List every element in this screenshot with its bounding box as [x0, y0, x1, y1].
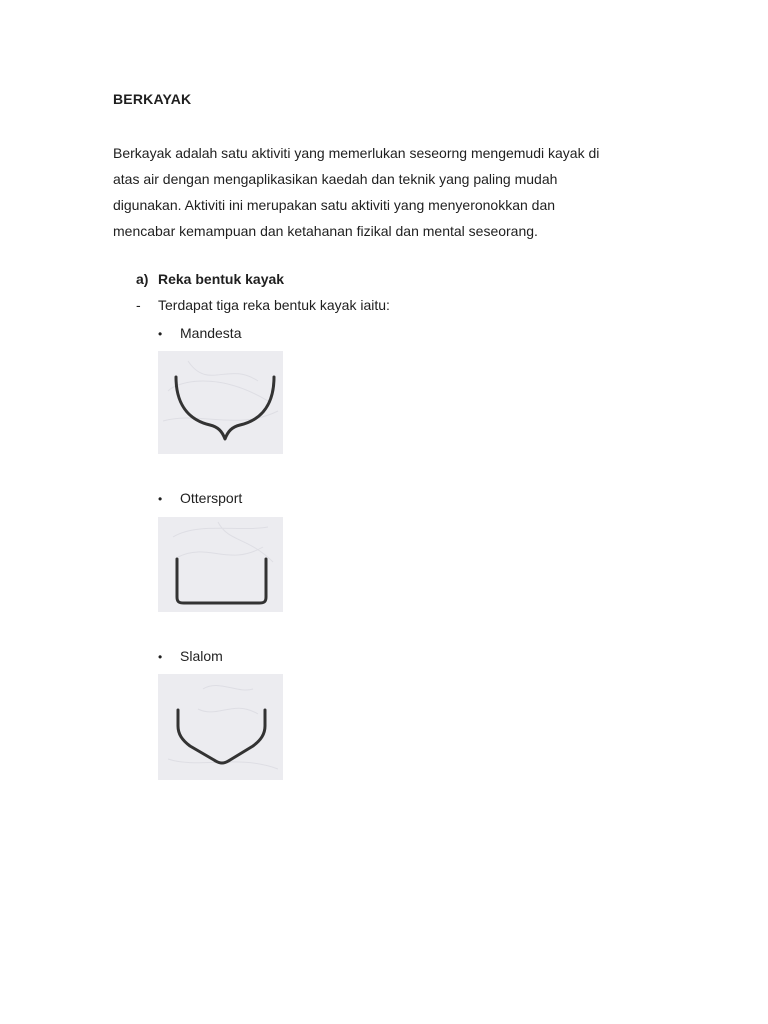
bullet-label: Slalom — [180, 648, 223, 664]
intro-line: atas air dengan mengaplikasikan kaedah dan teknik yang paling mudah — [113, 171, 558, 187]
bullet-item-slalom — [158, 648, 223, 664]
dash-marker: - — [136, 297, 141, 313]
mandesta-hull-image — [158, 351, 283, 454]
section-heading-text: Reka bentuk kayak — [158, 271, 285, 287]
ottersport-hull-shape-icon — [158, 517, 283, 612]
bullet-icon: • — [158, 492, 163, 506]
dash-list-text: Terdapat tiga reka bentuk kayak iaitu: — [158, 297, 390, 313]
dash-list-item — [136, 297, 390, 313]
intro-paragraph — [113, 140, 653, 244]
mandesta-hull-shape-icon — [158, 351, 283, 454]
intro-line: digunakan. Aktiviti ini merupakan satu aktiviti yang menyeronokkan dan — [113, 197, 556, 213]
intro-line: mencabar kemampuan dan ketahanan fizikal dan mental seseorang. — [113, 223, 538, 239]
bullet-item-mandesta — [158, 325, 241, 341]
ottersport-hull-image — [158, 517, 283, 612]
intro-line: Berkayak adalah satu aktiviti yang memerlukan seseorng mengemudi kayak di — [113, 145, 600, 161]
section-heading — [136, 271, 284, 287]
bullet-icon: • — [158, 327, 163, 341]
slalom-hull-shape-icon — [158, 674, 283, 780]
section-marker: a) — [136, 271, 149, 287]
bullet-label: Ottersport — [180, 490, 243, 506]
bullet-icon: • — [158, 650, 163, 664]
slalom-hull-image — [158, 674, 283, 780]
bullet-item-ottersport — [158, 490, 242, 506]
bullet-label: Mandesta — [180, 325, 242, 341]
page-title: BERKAYAK — [113, 91, 192, 107]
